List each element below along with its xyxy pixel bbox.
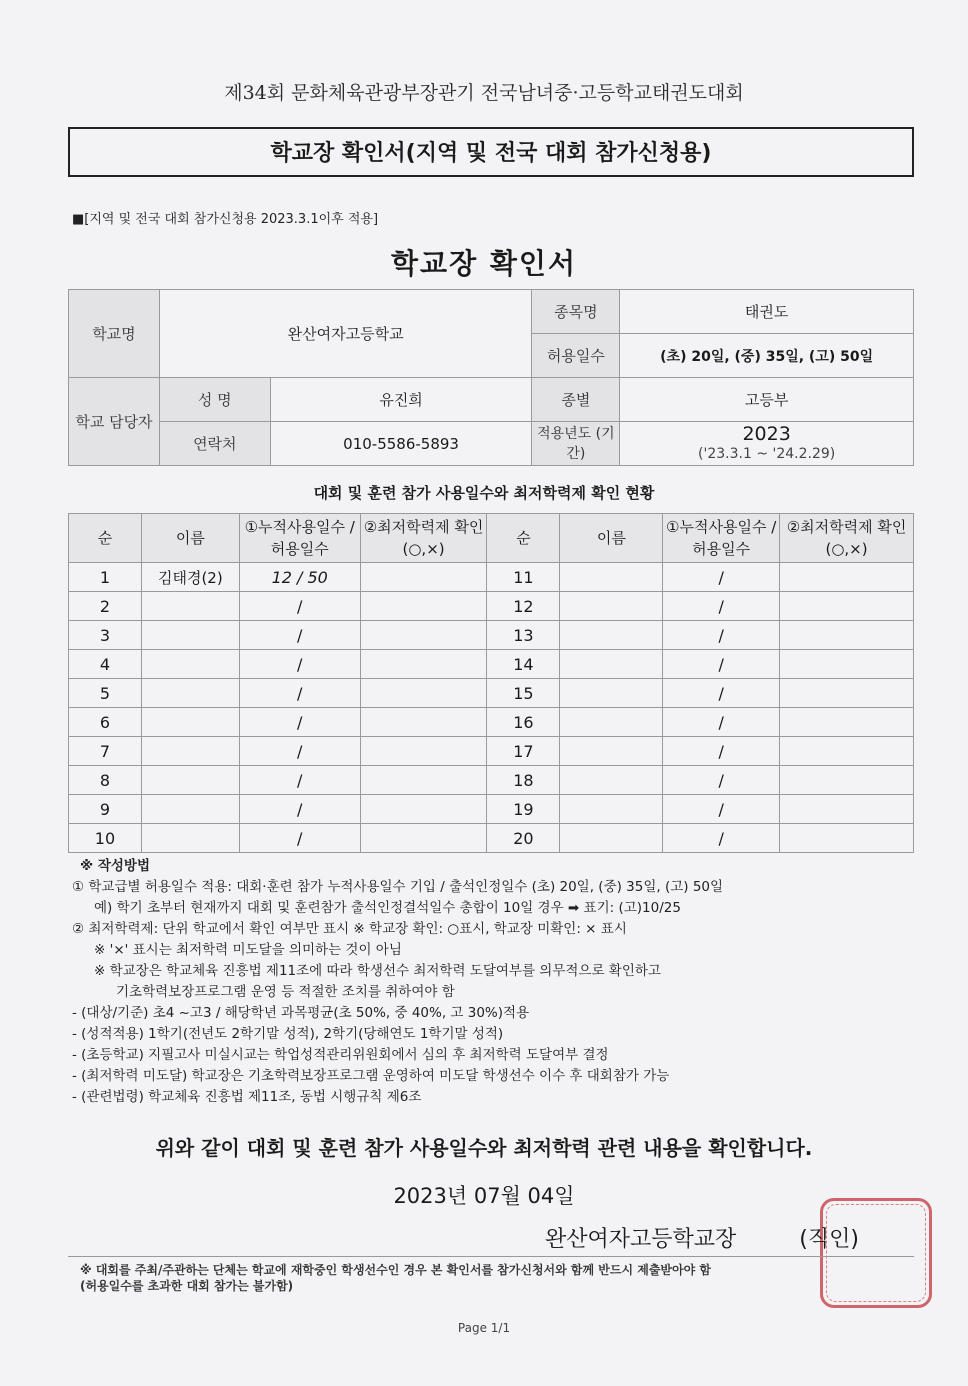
division-value: 고등부 <box>620 378 914 422</box>
row-days: / <box>663 708 780 737</box>
row-no: 12 <box>487 592 560 621</box>
table-row <box>69 650 914 679</box>
row-no: 4 <box>69 650 142 679</box>
name-label: 성 명 <box>159 378 270 422</box>
row-name <box>560 795 663 824</box>
row-check <box>780 650 914 679</box>
row-name <box>560 679 663 708</box>
event-label: 종목명 <box>532 290 620 334</box>
row-check <box>360 621 487 650</box>
row-no: 19 <box>487 795 560 824</box>
section-title: 대회 및 훈련 참가 사용일수와 최저학력제 확인 현황 <box>313 484 655 502</box>
note-grades: - (성적적용) 1학기(전년도 2학기말 성적), 2학기(당해연도 1학기말 성적) <box>72 1026 504 1042</box>
school-label: 학교명 <box>69 290 160 378</box>
footnote-line-2: (허용일수를 초과한 대회 참가는 불가함) <box>80 1279 294 1293</box>
notes-heading: ※ 작성방법 <box>80 858 150 874</box>
row-days: / <box>239 592 360 621</box>
note-1-example: 예) 학기 초부터 현재까지 대회 및 훈련참가 출석인정결석일수 총합이 10일 경우 ➡ 표기: (고)10/25 <box>94 900 681 916</box>
row-name <box>560 592 663 621</box>
note-2b: ※ 학교장은 학교체육 진흥법 제11조에 따라 학생선수 최저학력 도달여부를 의무적으로 확인하고 <box>94 963 661 979</box>
principal-name: 완산여자고등학교장 <box>545 1227 737 1252</box>
school-name: 완산여자고등학교 <box>159 290 532 378</box>
row-name <box>141 737 239 766</box>
row-days: / <box>663 737 780 766</box>
row-check <box>360 650 487 679</box>
row-check <box>780 795 914 824</box>
row-no: 18 <box>487 766 560 795</box>
issue-date: 2023년 07월 04일 <box>393 1184 575 1208</box>
row-days: / <box>663 824 780 853</box>
row-no: 10 <box>69 824 142 853</box>
row-days: / <box>663 679 780 708</box>
row-check <box>360 679 487 708</box>
row-days: / <box>663 621 780 650</box>
table-row <box>69 621 914 650</box>
contact-phone: 010-5586-5893 <box>270 422 532 466</box>
table-row <box>69 737 914 766</box>
footer-divider <box>68 1256 914 1257</box>
note-2: ② 최저학력제: 단위 학교에서 확인 여부만 표시 ※ 학교장 확인: ○표시, 학교장 미확인: × 표시 <box>72 921 627 937</box>
row-days: / <box>239 621 360 650</box>
row-no: 13 <box>487 621 560 650</box>
row-no: 20 <box>487 824 560 853</box>
footnote <box>80 1262 910 1294</box>
row-days: / <box>663 795 780 824</box>
allowed-days-label: 허용일수 <box>532 334 620 378</box>
row-days: / <box>239 650 360 679</box>
participation-table <box>68 513 914 853</box>
row-check <box>780 679 914 708</box>
row-name <box>560 650 663 679</box>
division-label: 종별 <box>532 378 620 422</box>
row-no: 15 <box>487 679 560 708</box>
row-check <box>360 563 487 592</box>
contact-group-label: 학교 담당자 <box>69 378 160 466</box>
row-check <box>780 737 914 766</box>
row-name <box>560 563 663 592</box>
row-check <box>780 592 914 621</box>
row-name: 김태경(2) <box>141 563 239 592</box>
col-academic-right: ②최저학력제 확인(○,×) <box>780 514 914 563</box>
row-days: / <box>663 563 780 592</box>
note-target: - (대상/기준) 초4 ~고3 / 해당학년 과목평균(초 50%, 중 40%, 고 30%)적용 <box>72 1005 530 1021</box>
col-name-left: 이름 <box>141 514 239 563</box>
note-law: - (관련법령) 학교체육 진흥법 제11조, 동법 시행규칙 제6조 <box>72 1089 422 1105</box>
row-days: / <box>663 592 780 621</box>
note-2c: 기초학력보장프로그램 운영 등 적절한 조치를 취하여야 함 <box>116 984 455 1000</box>
row-no: 1 <box>69 563 142 592</box>
note-1: ① 학교급별 허용일수 적용: 대회·훈련 참가 누적사용일수 기입 / 출석인정일수 (초) 20일, (중) 35일, (고) 50일 <box>72 879 724 895</box>
row-name <box>141 708 239 737</box>
row-days: / <box>239 708 360 737</box>
table-row <box>69 592 914 621</box>
col-no-right: 순 <box>487 514 560 563</box>
row-name <box>560 737 663 766</box>
row-check <box>780 766 914 795</box>
applicability-note: ■[지역 및 전국 대회 참가신청용 2023.3.1이후 적용] <box>72 212 379 227</box>
row-check <box>360 737 487 766</box>
row-name <box>141 679 239 708</box>
col-days-right: ①누적사용일수 /허용일수 <box>663 514 780 563</box>
year-cell <box>620 422 914 466</box>
row-name <box>560 621 663 650</box>
row-days: / <box>239 824 360 853</box>
contact-name: 유진희 <box>270 378 532 422</box>
school-info-table <box>68 289 914 466</box>
row-check <box>780 621 914 650</box>
row-check <box>780 824 914 853</box>
year-label: 적용년도 (기간) <box>532 422 620 466</box>
row-no: 3 <box>69 621 142 650</box>
row-days: / <box>663 766 780 795</box>
confirmation-statement: 위와 같이 대회 및 훈련 참가 사용일수와 최저학력 관련 내용을 확인합니다. <box>155 1136 813 1160</box>
table-row <box>69 708 914 737</box>
row-no: 9 <box>69 795 142 824</box>
row-days: / <box>239 737 360 766</box>
box-title: 학교장 확인서(지역 및 전국 대회 참가신청용) <box>68 127 914 177</box>
note-below: - (최저학력 미도달) 학교장은 기초학력보장프로그램 운영하여 미도달 학생선수 이수 후 대회참가 가능 <box>72 1068 670 1084</box>
table-row <box>69 679 914 708</box>
row-name <box>141 795 239 824</box>
footnote-line-1: ※ 대회를 주최/주관하는 단체는 학교에 재학중인 학생선수인 경우 본 확인서를 참가신청서와 함께 반드시 제출받아야 함 <box>80 1263 711 1277</box>
note-elementary: - (초등학교) 지필고사 미실시교는 학업성적관리위원회에서 심의 후 최저학력 도달여부 결정 <box>72 1047 609 1063</box>
row-name <box>141 650 239 679</box>
row-check <box>360 766 487 795</box>
row-days: 12 / 50 <box>239 563 360 592</box>
main-title: 학교장 확인서 <box>390 247 578 280</box>
col-no-left: 순 <box>69 514 142 563</box>
row-name <box>560 824 663 853</box>
row-no: 11 <box>487 563 560 592</box>
event-header: 제34회 문화체육관광부장관기 전국남녀중·고등학교태권도대회 <box>224 82 744 104</box>
col-name-right: 이름 <box>560 514 663 563</box>
row-name <box>141 592 239 621</box>
row-name <box>560 766 663 795</box>
row-days: / <box>663 650 780 679</box>
row-check <box>780 708 914 737</box>
allowed-days-value: (초) 20일, (중) 35일, (고) 50일 <box>620 334 914 378</box>
instructions <box>72 856 902 1108</box>
row-no: 14 <box>487 650 560 679</box>
event-value: 태권도 <box>620 290 914 334</box>
row-check <box>780 563 914 592</box>
table-row <box>69 795 914 824</box>
row-check <box>360 795 487 824</box>
row-no: 16 <box>487 708 560 737</box>
row-days: / <box>239 795 360 824</box>
table-row <box>69 563 914 592</box>
table-row <box>69 824 914 853</box>
row-no: 7 <box>69 737 142 766</box>
year-value: 2023 <box>742 422 791 445</box>
row-check <box>360 824 487 853</box>
table-row <box>69 766 914 795</box>
row-no: 6 <box>69 708 142 737</box>
row-no: 5 <box>69 679 142 708</box>
row-check <box>360 708 487 737</box>
row-no: 2 <box>69 592 142 621</box>
note-2a: ※ '×' 표시는 최저학력 미도달을 의미하는 것이 아님 <box>94 942 402 958</box>
row-no: 17 <box>487 737 560 766</box>
row-no: 8 <box>69 766 142 795</box>
row-name <box>141 766 239 795</box>
col-academic-left: ②최저학력제 확인(○,×) <box>360 514 487 563</box>
col-days-left: ①누적사용일수 /허용일수 <box>239 514 360 563</box>
row-name <box>141 621 239 650</box>
seal-label: (직인) <box>799 1227 859 1252</box>
year-period: ('23.3.1 ~ '24.2.29) <box>698 445 836 462</box>
page-number: Page 1/1 <box>457 1321 511 1335</box>
row-name <box>560 708 663 737</box>
principal-signature <box>545 1222 859 1253</box>
row-name <box>141 824 239 853</box>
row-check <box>360 592 487 621</box>
row-days: / <box>239 679 360 708</box>
row-days: / <box>239 766 360 795</box>
phone-label: 연락처 <box>159 422 270 466</box>
